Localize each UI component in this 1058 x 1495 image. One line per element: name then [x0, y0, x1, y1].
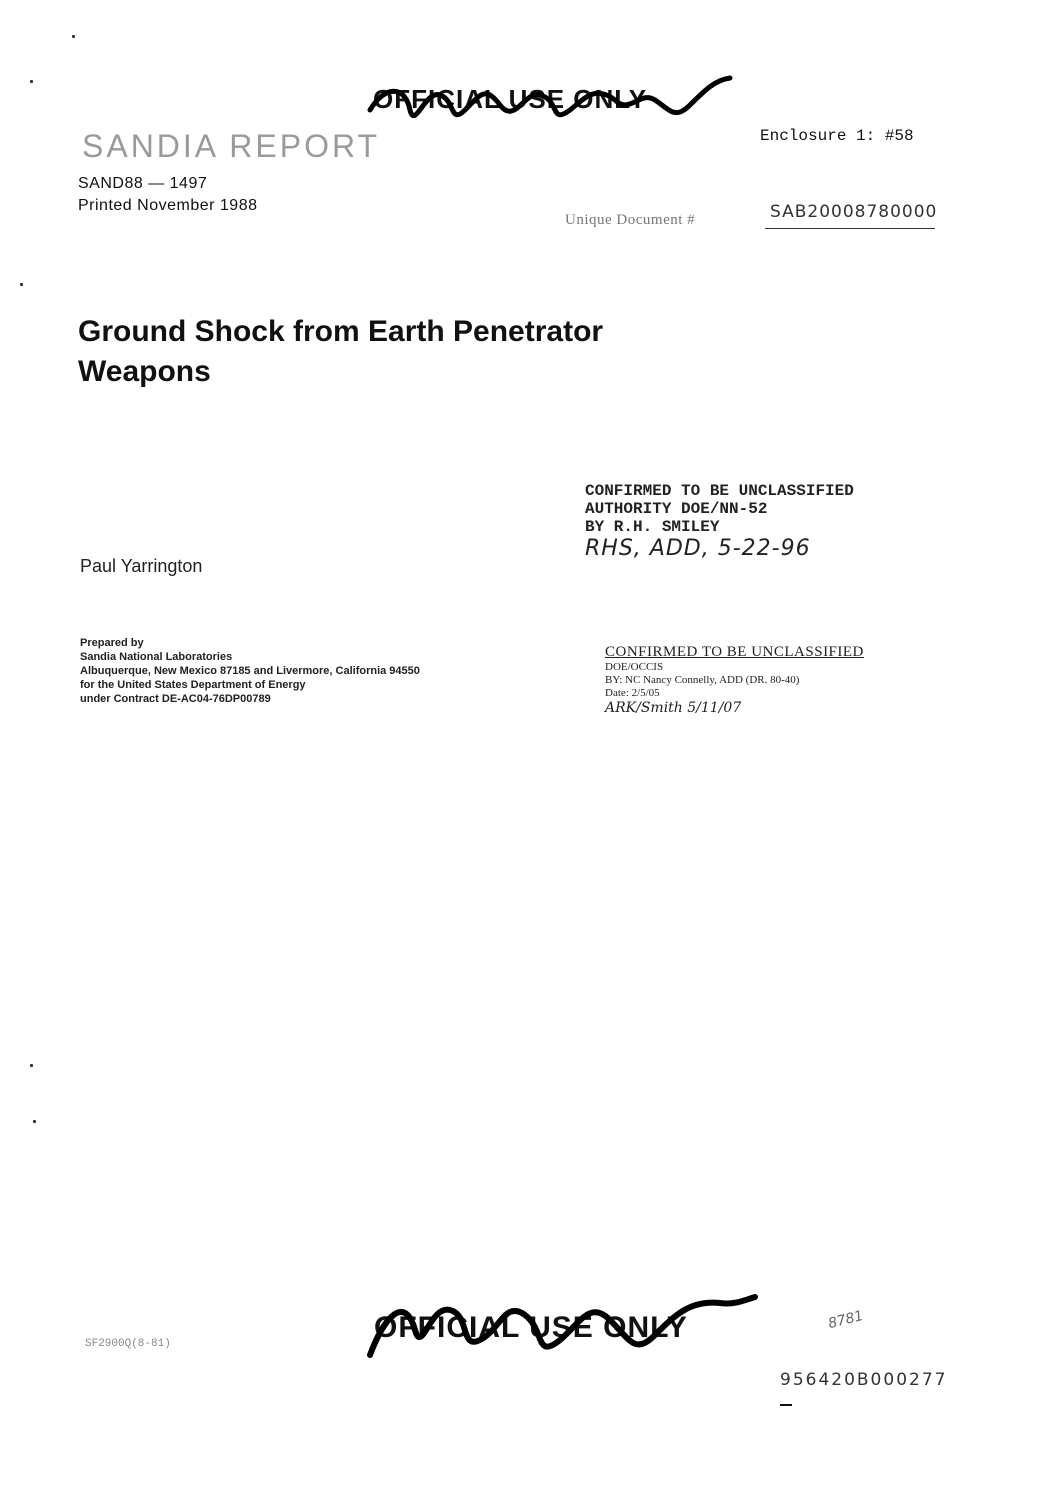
footer-marking-text: OFFICIAL USE ONLY: [374, 1311, 688, 1344]
footer-strikethrough-scribble: [360, 1285, 760, 1365]
report-number: SAND88 — 1497: [78, 175, 208, 192]
scan-speck: [33, 1120, 36, 1123]
stamp2-line-2: BY: NC Nancy Connelly, ADD (DR. 80-40): [605, 674, 800, 686]
header-marking-text: OFFICIAL USE ONLY: [373, 84, 648, 114]
scan-speck: [30, 1064, 33, 1067]
unique-document-underline: [765, 228, 935, 229]
scan-speck: [20, 283, 23, 286]
form-code: SF2900Q(8-81): [85, 1338, 171, 1350]
unique-document-value: SAB20008780000: [770, 202, 938, 222]
header-strikethrough-scribble: [365, 70, 735, 130]
stamp1-line-1: CONFIRMED TO BE UNCLASSIFIED: [585, 482, 854, 500]
unique-document-label: Unique Document #: [565, 212, 696, 228]
stamp2-line-1: DOE/OCCIS: [605, 661, 664, 673]
stamp1-handwritten-initials: RHS, ADD, 5-22-96: [585, 536, 811, 561]
enclosure-label: Enclosure 1: #58: [760, 127, 914, 145]
official-use-only-footer-marking: [360, 1285, 760, 1365]
scan-speck: [30, 80, 33, 83]
declassification-stamp-2: [605, 644, 915, 716]
stamp2-heading: CONFIRMED TO BE UNCLASSIFIED: [605, 644, 864, 660]
dash-mark: [780, 1404, 792, 1406]
stamp1-line-3: BY R.H. SMILEY: [585, 518, 720, 536]
prepared-line-5: under Contract DE-AC04-76DP00789: [80, 693, 271, 705]
document-control-number: 956420B000277: [780, 1370, 948, 1390]
stamp2-handwritten-signature: ARK/Smith 5/11/07: [605, 700, 742, 716]
unique-document-number: [565, 200, 985, 234]
title-line-2: Weapons: [78, 355, 211, 388]
official-use-only-header-marking: [365, 70, 735, 130]
prepared-line-3: Albuquerque, New Mexico 87185 and Livermore, California 94550: [80, 665, 420, 677]
printed-date: Printed November 1988: [78, 197, 258, 214]
prepared-line-1: Prepared by: [80, 637, 144, 649]
stamp2-line-3: Date: 2/5/05: [605, 687, 660, 699]
handwritten-number: 8781: [826, 1307, 866, 1333]
declassification-stamp-1: [585, 482, 965, 561]
sandia-report-logo: SANDIA REPORT: [82, 128, 381, 164]
author-name: Paul Yarrington: [80, 556, 203, 576]
title-line-1: Ground Shock from Earth Penetrator: [78, 315, 604, 348]
document-title: [78, 312, 798, 392]
prepared-line-4: for the United States Department of Energy: [80, 679, 306, 691]
prepared-by-block: [80, 636, 420, 706]
stamp1-line-2: AUTHORITY DOE/NN-52: [585, 500, 768, 518]
prepared-line-2: Sandia National Laboratories: [80, 651, 233, 663]
scan-speck: [72, 35, 75, 38]
